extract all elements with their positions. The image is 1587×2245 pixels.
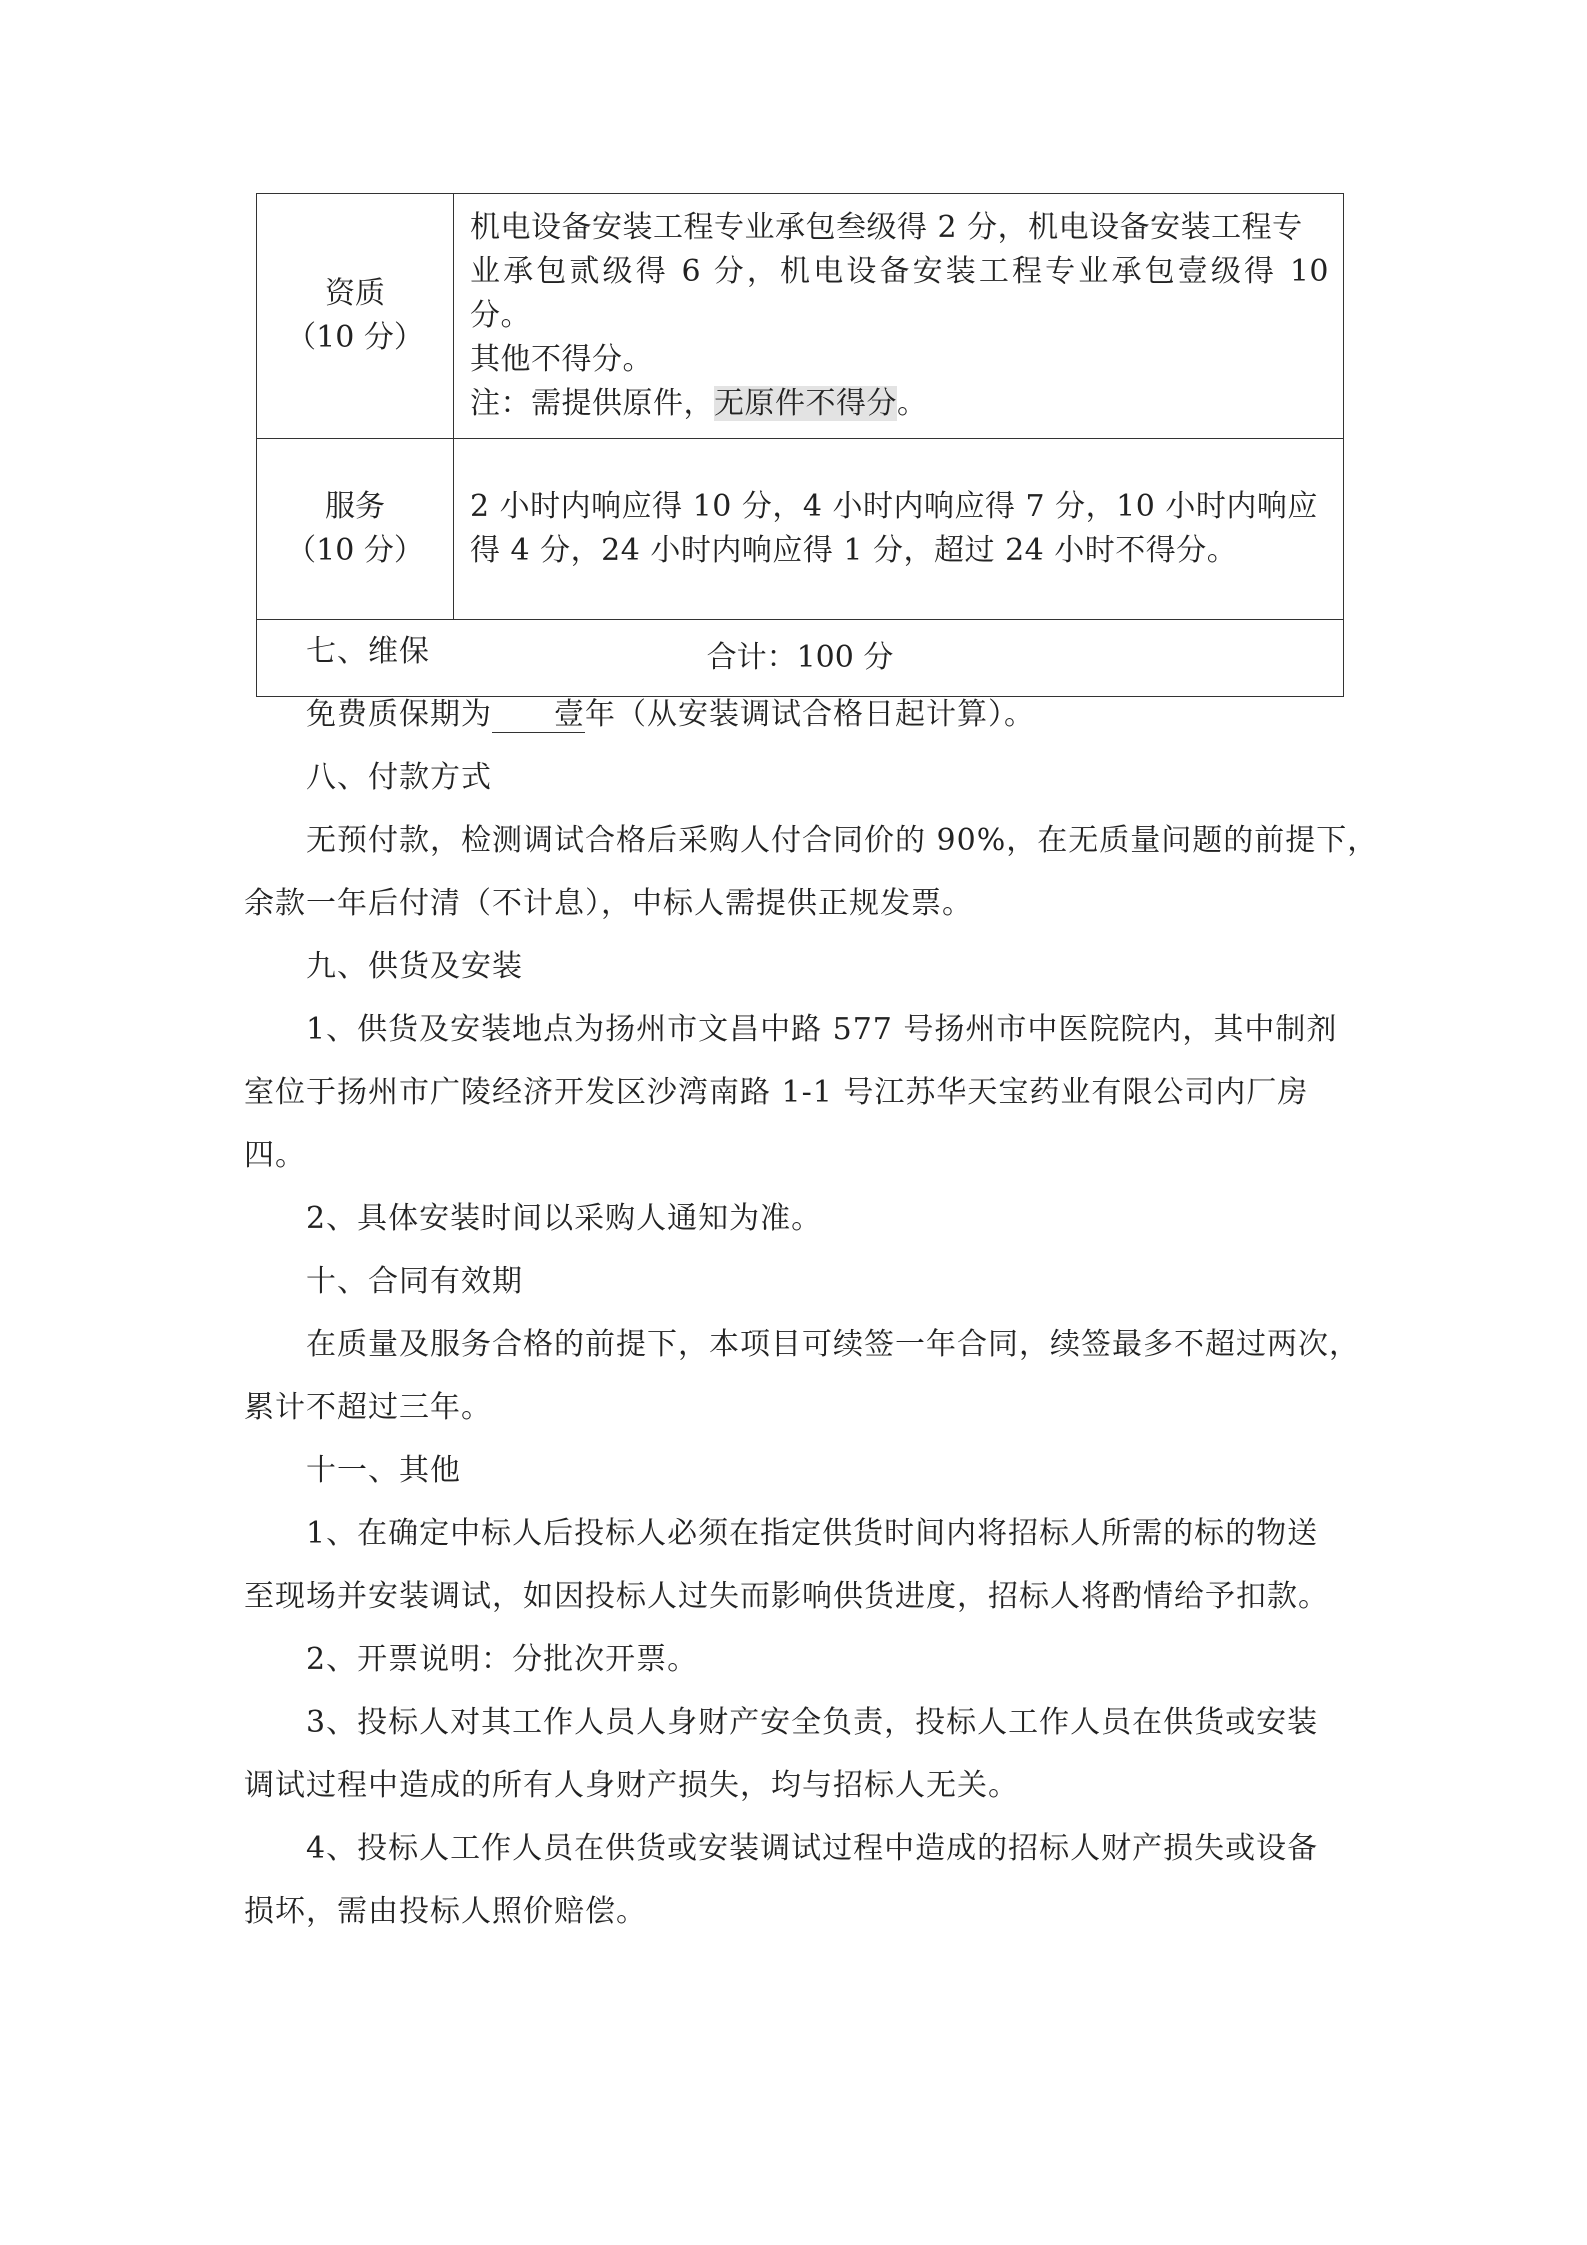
criterion-text-line: 得 4 分，24 小时内响应得 1 分，超过 24 小时不得分。 <box>470 533 1238 568</box>
criterion-name: 服务 <box>325 489 385 524</box>
paragraph-line: 3、投标人对其工作人员人身财产安全负责，投标人工作人员在供货或安装 <box>306 1705 1319 1740</box>
criterion-label-cell <box>257 439 454 620</box>
criterion-label-cell <box>257 194 454 439</box>
paragraph-line: 余款一年后付清（不计息），中标人需提供正规发票。 <box>244 886 973 921</box>
paragraph-line: 4、投标人工作人员在供货或安装调试过程中造成的招标人财产损失或设备 <box>306 1831 1319 1866</box>
warranty-suffix: 年（从安装调试合格日起计算）。 <box>585 697 1035 732</box>
paragraph-line: 至现场并安装调试，如因投标人过失而影响供货进度，招标人将酌情给予扣款。 <box>244 1579 1329 1614</box>
paragraph-line: 2、具体安装时间以采购人通知为准。 <box>306 1201 823 1236</box>
section-heading: 八、付款方式 <box>306 760 492 795</box>
paragraph-line: 1、供货及安装地点为扬州市文昌中路 577 号扬州市中医院院内，其中制剂 <box>306 1012 1338 1047</box>
criterion-name: 资质 <box>325 276 385 311</box>
paragraph-line: 四。 <box>244 1138 306 1173</box>
paragraph-line: 1、在确定中标人后投标人必须在指定供货时间内将招标人所需的标的物送 <box>306 1516 1319 1551</box>
note-prefix: 注：需提供原件， <box>470 386 714 421</box>
section-heading: 七、维保 <box>306 634 430 669</box>
paragraph-line: 累计不超过三年。 <box>244 1390 492 1425</box>
warranty-prefix: 免费质保期为 <box>306 697 492 732</box>
criterion-text-line: 其他不得分。 <box>470 342 653 377</box>
section-heading: 九、供货及安装 <box>306 949 523 984</box>
section-7 <box>244 620 1354 746</box>
paragraph-line: 2、开票说明：分批次开票。 <box>306 1642 699 1677</box>
criterion-description-cell <box>454 194 1344 439</box>
table-row <box>257 194 1344 439</box>
criterion-score: （10 分） <box>286 533 424 568</box>
note-suffix: 。 <box>897 386 928 421</box>
section-11 <box>244 1439 1354 1943</box>
table-row <box>257 439 1344 620</box>
paragraph-line: 无预付款，检测调试合格后采购人付合同价的 90%，在无质量问题的前提下， <box>306 823 1379 858</box>
warranty-line <box>244 683 1354 746</box>
criterion-description-cell <box>454 439 1344 620</box>
paragraph-line: 损坏，需由投标人照价赔偿。 <box>244 1894 647 1929</box>
paragraph-line: 室位于扬州市广陵经济开发区沙湾南路 1-1 号江苏华天宝药业有限公司内厂房 <box>244 1075 1309 1110</box>
criterion-text-line: 机电设备安装工程专业承包叁级得 2 分，机电设备安装工程专 <box>470 210 1303 245</box>
section-10 <box>244 1250 1360 1439</box>
criterion-score: （10 分） <box>286 320 424 355</box>
paragraph-line: 调试过程中造成的所有人身财产损失，均与招标人无关。 <box>244 1768 1019 1803</box>
criterion-text-line: 业承包贰级得 6 分，机电设备安装工程专业承包壹级得 10 分。 <box>470 254 1329 333</box>
paragraph-line: 在质量及服务合格的前提下，本项目可续签一年合同，续签最多不超过两次， <box>306 1327 1360 1362</box>
total-score-cell: 合计：100 分 <box>257 620 1344 697</box>
criterion-note-line <box>470 382 1329 426</box>
section-heading: 十、合同有效期 <box>306 1264 523 1299</box>
warranty-period-blank: 壹 <box>492 698 585 733</box>
section-8 <box>244 746 1379 935</box>
note-highlight: 无原件不得分 <box>714 386 897 421</box>
criterion-text-line: 2 小时内响应得 10 分，4 小时内响应得 7 分，10 小时内响应 <box>470 489 1318 524</box>
section-9 <box>244 935 1354 1250</box>
section-heading: 十一、其他 <box>306 1453 461 1488</box>
